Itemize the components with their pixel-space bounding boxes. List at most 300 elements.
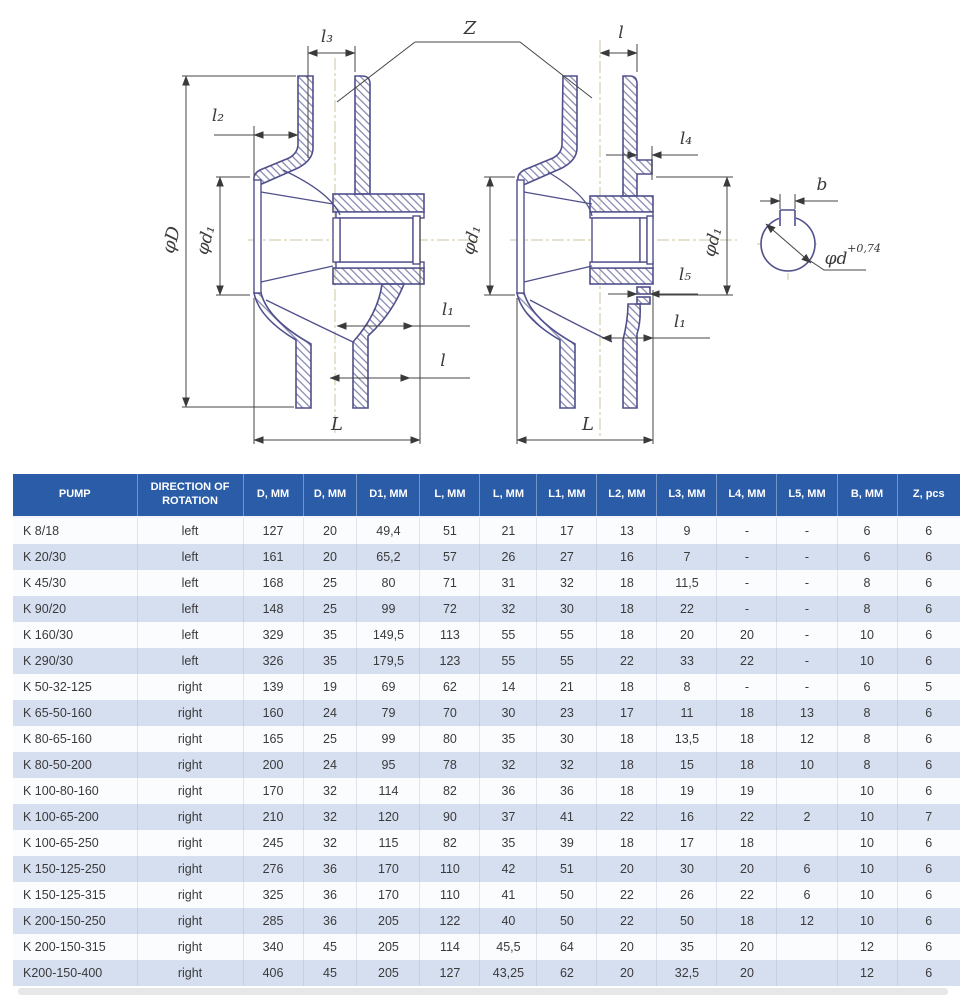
dimension-cell: 16: [597, 544, 657, 570]
dimension-cell: 245: [243, 830, 303, 856]
dimension-cell: 6: [897, 726, 960, 752]
dimension-cell: 82: [420, 830, 480, 856]
dimension-cell: 72: [420, 596, 480, 622]
dim-label-shaft-dia: φd: [824, 249, 848, 269]
dimension-cell: [777, 830, 837, 856]
dimension-cell: right: [137, 830, 243, 856]
column-header: Z, pcs: [897, 474, 960, 517]
dimension-cell: -: [717, 517, 777, 544]
dimension-cell: 14: [480, 674, 537, 700]
dimension-cell: 82: [420, 778, 480, 804]
dimension-cell: 18: [717, 908, 777, 934]
dimension-cell: 40: [480, 908, 537, 934]
dimension-cell: 69: [357, 674, 420, 700]
dimension-cell: 13: [597, 517, 657, 544]
dimension-cell: [777, 934, 837, 960]
column-header: L, MM: [420, 474, 480, 517]
pump-model-cell: K 100-65-250: [23, 836, 99, 850]
dimension-cell: 148: [243, 596, 303, 622]
table-row: [13, 778, 960, 804]
table-row: [13, 622, 960, 648]
dimension-cell: 39: [537, 830, 597, 856]
table-row: [13, 804, 960, 830]
dimension-cell: 18: [717, 700, 777, 726]
dimension-cell: 20: [597, 856, 657, 882]
column-header: L, MM: [480, 474, 537, 517]
dimension-cell: 55: [480, 622, 537, 648]
dimension-cell: 35: [480, 830, 537, 856]
dimension-cell: 210: [243, 804, 303, 830]
column-header: L1, MM: [537, 474, 597, 517]
column-header: L2, MM: [597, 474, 657, 517]
table-row: [13, 908, 960, 934]
dimension-cell: 62: [420, 674, 480, 700]
impeller-left-section: [254, 76, 424, 408]
dimension-cell: 325: [243, 882, 303, 908]
dimension-cell: 19: [303, 674, 357, 700]
dimension-cell: 49,4: [357, 517, 420, 544]
dimension-cell: 10: [837, 804, 897, 830]
dimension-cell: 50: [657, 908, 717, 934]
dimension-cell: 35: [657, 934, 717, 960]
dimension-cell: 276: [243, 856, 303, 882]
dimension-cell: 11: [657, 700, 717, 726]
dimension-cell: -: [717, 674, 777, 700]
column-header: L4, MM: [717, 474, 777, 517]
dimension-cell: -: [777, 622, 837, 648]
dimension-cell: right: [137, 882, 243, 908]
dimension-cell: 127: [243, 517, 303, 544]
dimension-cell: 170: [357, 856, 420, 882]
table-row: [13, 544, 960, 570]
dimension-cell: 8: [837, 570, 897, 596]
dim-label-l1-right: l₁: [673, 312, 687, 332]
dimension-cell: 99: [357, 726, 420, 752]
dimension-cell: 6: [897, 648, 960, 674]
dimension-cell: 120: [357, 804, 420, 830]
dimension-cell: 32,5: [657, 960, 717, 986]
dim-label-l2: l₂: [211, 106, 225, 126]
dimension-cell: 62: [537, 960, 597, 986]
dimension-cell: -: [777, 674, 837, 700]
dimension-cell: 18: [597, 830, 657, 856]
pump-model-cell: K 100-65-200: [23, 810, 99, 824]
pump-model-cell: K 8/18: [23, 524, 60, 538]
table-row: [13, 674, 960, 700]
pump-model-cell: K 50-32-125: [23, 680, 92, 694]
shaft-bore-detail: [761, 208, 815, 271]
dim-label-L-right: L: [582, 414, 594, 435]
pump-model-cell: K 100-80-160: [23, 784, 99, 798]
dimension-cell: left: [137, 596, 243, 622]
dimension-cell: 10: [837, 778, 897, 804]
dimension-cell: 36: [480, 778, 537, 804]
dimension-cell: 32: [537, 570, 597, 596]
table-row: [13, 517, 960, 544]
dimension-cell: [777, 778, 837, 804]
dimension-cell: 285: [243, 908, 303, 934]
pump-model-cell: K 20/30: [23, 550, 67, 564]
dimension-cell: 41: [537, 804, 597, 830]
dimension-cell: 12: [837, 960, 897, 986]
dimension-cell: 200: [243, 752, 303, 778]
dimension-cell: 35: [480, 726, 537, 752]
dimension-cell: 6: [897, 752, 960, 778]
dimension-cell: 99: [357, 596, 420, 622]
dimension-cell: 170: [357, 882, 420, 908]
dimension-cell: 32: [537, 752, 597, 778]
dimension-cell: 161: [243, 544, 303, 570]
dimension-cell: 17: [537, 517, 597, 544]
table-row: [13, 960, 960, 986]
dimension-cell: 78: [420, 752, 480, 778]
dimension-cell: 55: [480, 648, 537, 674]
dimension-cell: 80: [357, 570, 420, 596]
dimension-cell: 20: [303, 517, 357, 544]
dimension-cell: 24: [303, 700, 357, 726]
dimension-cell: 340: [243, 934, 303, 960]
dimension-cell: 95: [357, 752, 420, 778]
dimension-cell: 122: [420, 908, 480, 934]
dimension-cell: 6: [897, 856, 960, 882]
dimension-cell: 10: [777, 752, 837, 778]
dimension-cell: 20: [717, 622, 777, 648]
dimension-cell: -: [777, 570, 837, 596]
dimension-cell: 41: [480, 882, 537, 908]
dimension-cell: 11,5: [657, 570, 717, 596]
dimension-cell: 22: [597, 648, 657, 674]
dimension-cell: 6: [897, 908, 960, 934]
dimension-cell: 6: [837, 517, 897, 544]
dimension-cell: 123: [420, 648, 480, 674]
dimension-cell: 57: [420, 544, 480, 570]
dimension-cell: 18: [717, 830, 777, 856]
dimension-cell: 6: [837, 544, 897, 570]
dimension-cell: 165: [243, 726, 303, 752]
dimension-cell: 30: [657, 856, 717, 882]
dimension-cell: 6: [897, 700, 960, 726]
pump-model-cell: K 45/30: [23, 576, 67, 590]
dimension-cell: 22: [657, 596, 717, 622]
dimension-cell: 10: [837, 908, 897, 934]
dimension-cell: 20: [303, 544, 357, 570]
dim-label-l5: l₅: [678, 265, 692, 285]
pump-model-cell: K 160/30: [23, 628, 74, 642]
column-header: PUMP: [13, 474, 137, 517]
pump-model-cell: K 150-125-250: [23, 862, 106, 876]
dimension-cell: 160: [243, 700, 303, 726]
pump-model-cell: K 80-65-160: [23, 732, 92, 746]
table-header: [13, 474, 960, 517]
dimension-cell: 50: [537, 882, 597, 908]
dimension-cell: 6: [897, 934, 960, 960]
dimension-cell: 127: [420, 960, 480, 986]
dimension-cell: 17: [597, 700, 657, 726]
dimension-cell: left: [137, 570, 243, 596]
dimension-cell: right: [137, 934, 243, 960]
dimension-cell: 79: [357, 700, 420, 726]
dimension-cell: 70: [420, 700, 480, 726]
dimension-cell: 329: [243, 622, 303, 648]
dimension-cell: 6: [897, 517, 960, 544]
dimension-cell: 5: [897, 674, 960, 700]
dimension-cell: -: [717, 596, 777, 622]
dimension-cell: 10: [837, 856, 897, 882]
dimension-cell: 30: [537, 596, 597, 622]
dimension-cell: [777, 960, 837, 986]
dimension-cell: -: [777, 517, 837, 544]
dimension-cell: 2: [777, 804, 837, 830]
dimension-cell: right: [137, 856, 243, 882]
dimension-cell: 36: [303, 908, 357, 934]
dimension-cell: 42: [480, 856, 537, 882]
dimension-cell: 71: [420, 570, 480, 596]
dimension-cell: 51: [537, 856, 597, 882]
dimension-cell: 114: [420, 934, 480, 960]
dimension-cell: 45: [303, 960, 357, 986]
dimension-cell: 45,5: [480, 934, 537, 960]
dimension-cell: 7: [657, 544, 717, 570]
dimension-cell: 8: [837, 596, 897, 622]
dimension-cell: 26: [480, 544, 537, 570]
dimension-cell: 30: [480, 700, 537, 726]
dimension-cell: 36: [303, 882, 357, 908]
dim-label-phid1-right-a: φd₁: [458, 223, 486, 257]
dimension-cell: 139: [243, 674, 303, 700]
dimension-cell: 6: [897, 570, 960, 596]
dimension-cell: 205: [357, 960, 420, 986]
dimension-cell: 51: [420, 517, 480, 544]
dimension-cell: 19: [657, 778, 717, 804]
column-header: L5, MM: [777, 474, 837, 517]
dimension-cell: 23: [537, 700, 597, 726]
dimension-cell: right: [137, 700, 243, 726]
dimension-cell: 45: [303, 934, 357, 960]
dim-label-b: b: [816, 175, 828, 195]
dimension-cell: 8: [657, 674, 717, 700]
table-row: [13, 726, 960, 752]
dimension-cell: 10: [837, 648, 897, 674]
pump-model-cell: K 290/30: [23, 654, 74, 668]
dimension-cell: 25: [303, 570, 357, 596]
dimension-cell: 17: [657, 830, 717, 856]
dimension-cell: 12: [837, 934, 897, 960]
dimension-cell: 32: [303, 830, 357, 856]
dim-label-shaft-tolerance: +0,74: [847, 242, 881, 255]
dimension-cell: right: [137, 674, 243, 700]
dim-label-L-left: L: [331, 414, 343, 435]
dimension-cell: right: [137, 960, 243, 986]
dimension-cell: left: [137, 648, 243, 674]
dimension-cell: 10: [837, 830, 897, 856]
pump-model-cell: K 150-125-315: [23, 888, 106, 902]
dimension-cell: 18: [717, 726, 777, 752]
dimension-cell: 18: [597, 674, 657, 700]
dimension-cell: 8: [837, 752, 897, 778]
dimension-cell: 205: [357, 908, 420, 934]
dimension-cell: 6: [897, 960, 960, 986]
dim-label-l1-left: l₁: [441, 300, 455, 320]
table-row: [13, 700, 960, 726]
impeller-right-section: [517, 76, 653, 408]
table-row: [13, 570, 960, 596]
dimension-cell: 22: [717, 648, 777, 674]
dimension-cell: 20: [717, 960, 777, 986]
dimension-cell: 18: [597, 752, 657, 778]
dimension-cell: 18: [597, 726, 657, 752]
dimension-cell: 32: [480, 752, 537, 778]
dimension-cell: 30: [537, 726, 597, 752]
dimension-cell: 20: [597, 934, 657, 960]
dimension-cell: 26: [657, 882, 717, 908]
dimension-cell: right: [137, 778, 243, 804]
dimension-cell: 21: [480, 517, 537, 544]
pump-model-cell: K 80-50-200: [23, 758, 92, 772]
dimension-cell: 18: [597, 596, 657, 622]
table-row: [13, 856, 960, 882]
dim-label-l4: l₄: [679, 129, 693, 149]
dimension-cell: 6: [897, 830, 960, 856]
pump-model-cell: K 200-150-315: [23, 940, 106, 954]
dimension-cell: 110: [420, 856, 480, 882]
dimension-cell: 31: [480, 570, 537, 596]
dimension-cell: right: [137, 804, 243, 830]
dimension-cell: 55: [537, 648, 597, 674]
column-header: DIRECTION OF ROTATION: [137, 474, 243, 517]
pump-dimensions-table-wrap: [13, 474, 960, 986]
dimension-cell: 19: [717, 778, 777, 804]
pump-dimensions-table: [13, 474, 960, 986]
dimension-cell: 20: [717, 934, 777, 960]
dimension-cell: 64: [537, 934, 597, 960]
table-row: [13, 882, 960, 908]
pump-model-cell: K 90/20: [23, 602, 67, 616]
technical-drawing: [0, 0, 969, 470]
dimension-cell: 113: [420, 622, 480, 648]
dimension-cell: 9: [657, 517, 717, 544]
dimension-cell: 12: [777, 726, 837, 752]
dimension-cell: right: [137, 726, 243, 752]
dimension-cell: 32: [303, 778, 357, 804]
dimension-cell: 18: [597, 778, 657, 804]
dimension-cell: 6: [897, 882, 960, 908]
dimension-cell: 35: [303, 622, 357, 648]
dim-label-phid1-right-b: φd₁: [699, 225, 727, 259]
pump-model-cell: K 200-150-250: [23, 914, 106, 928]
dimension-cell: 35: [303, 648, 357, 674]
dimension-cell: 406: [243, 960, 303, 986]
dimension-cell: 110: [420, 882, 480, 908]
dimension-cell: 22: [597, 908, 657, 934]
bottom-shadow-strip: [18, 988, 948, 995]
dimension-cell: 65,2: [357, 544, 420, 570]
dimension-cell: 25: [303, 726, 357, 752]
dimension-cell: 36: [537, 778, 597, 804]
dimension-cell: 80: [420, 726, 480, 752]
dimension-cell: 10: [837, 882, 897, 908]
dimension-cell: 21: [537, 674, 597, 700]
dimension-cell: 6: [897, 596, 960, 622]
dimension-cell: 36: [303, 856, 357, 882]
dimension-cell: 15: [657, 752, 717, 778]
dimension-cell: 149,5: [357, 622, 420, 648]
column-header: D1, MM: [357, 474, 420, 517]
dimension-cell: -: [777, 596, 837, 622]
dimension-cell: right: [137, 908, 243, 934]
dimension-cell: 18: [717, 752, 777, 778]
dimension-cell: right: [137, 752, 243, 778]
dimension-cell: -: [717, 544, 777, 570]
dimension-cell: 170: [243, 778, 303, 804]
column-header: B, MM: [837, 474, 897, 517]
dimension-cell: -: [777, 544, 837, 570]
dimension-cell: 18: [597, 622, 657, 648]
dimension-cell: 37: [480, 804, 537, 830]
dimension-cell: 114: [357, 778, 420, 804]
dimension-cell: left: [137, 544, 243, 570]
dimension-cell: left: [137, 517, 243, 544]
dimension-cell: 18: [597, 570, 657, 596]
pump-model-cell: K200-150-400: [23, 966, 103, 980]
column-header: D, MM: [243, 474, 303, 517]
dimension-cell: 22: [597, 882, 657, 908]
impeller-dimension-drawing: [0, 0, 969, 470]
dimension-cell: 205: [357, 934, 420, 960]
dimension-cell: -: [717, 570, 777, 596]
dimension-cell: 12: [777, 908, 837, 934]
dim-label-l3: l₃: [320, 27, 334, 47]
dimension-cell: 168: [243, 570, 303, 596]
dimension-cell: 6: [897, 622, 960, 648]
dimension-cell: 6: [777, 882, 837, 908]
dimension-cell: 8: [837, 700, 897, 726]
dimension-cell: 90: [420, 804, 480, 830]
dimension-cell: 22: [597, 804, 657, 830]
table-row: [13, 648, 960, 674]
dimension-cell: 20: [717, 856, 777, 882]
dimension-cell: 6: [897, 544, 960, 570]
dimension-cell: 55: [537, 622, 597, 648]
pump-model-cell: K 65-50-160: [23, 706, 92, 720]
dim-label-phid1-left: φd₁: [192, 223, 220, 257]
table-row: [13, 752, 960, 778]
table-row: [13, 934, 960, 960]
dimension-cell: -: [777, 648, 837, 674]
dimension-cell: 43,25: [480, 960, 537, 986]
dim-label-l-right: l: [618, 23, 624, 43]
dimension-cell: 50: [537, 908, 597, 934]
dim-label-l-left: l: [440, 351, 446, 371]
dimension-cell: 22: [717, 882, 777, 908]
table-row: [13, 830, 960, 856]
dimension-cell: 6: [777, 856, 837, 882]
dim-label-z: Z: [463, 18, 477, 39]
dimension-cell: 115: [357, 830, 420, 856]
dimension-cell: 6: [837, 674, 897, 700]
column-header: D, MM: [303, 474, 357, 517]
dimension-cell: 32: [303, 804, 357, 830]
dimension-cell: 16: [657, 804, 717, 830]
dimension-cell: 10: [837, 622, 897, 648]
dimension-cell: left: [137, 622, 243, 648]
dimension-cell: 27: [537, 544, 597, 570]
dimension-cell: 25: [303, 596, 357, 622]
dimension-cell: 33: [657, 648, 717, 674]
dimension-cell: 7: [897, 804, 960, 830]
dimension-cell: 32: [480, 596, 537, 622]
dimension-cell: 20: [657, 622, 717, 648]
dimension-cell: 22: [717, 804, 777, 830]
